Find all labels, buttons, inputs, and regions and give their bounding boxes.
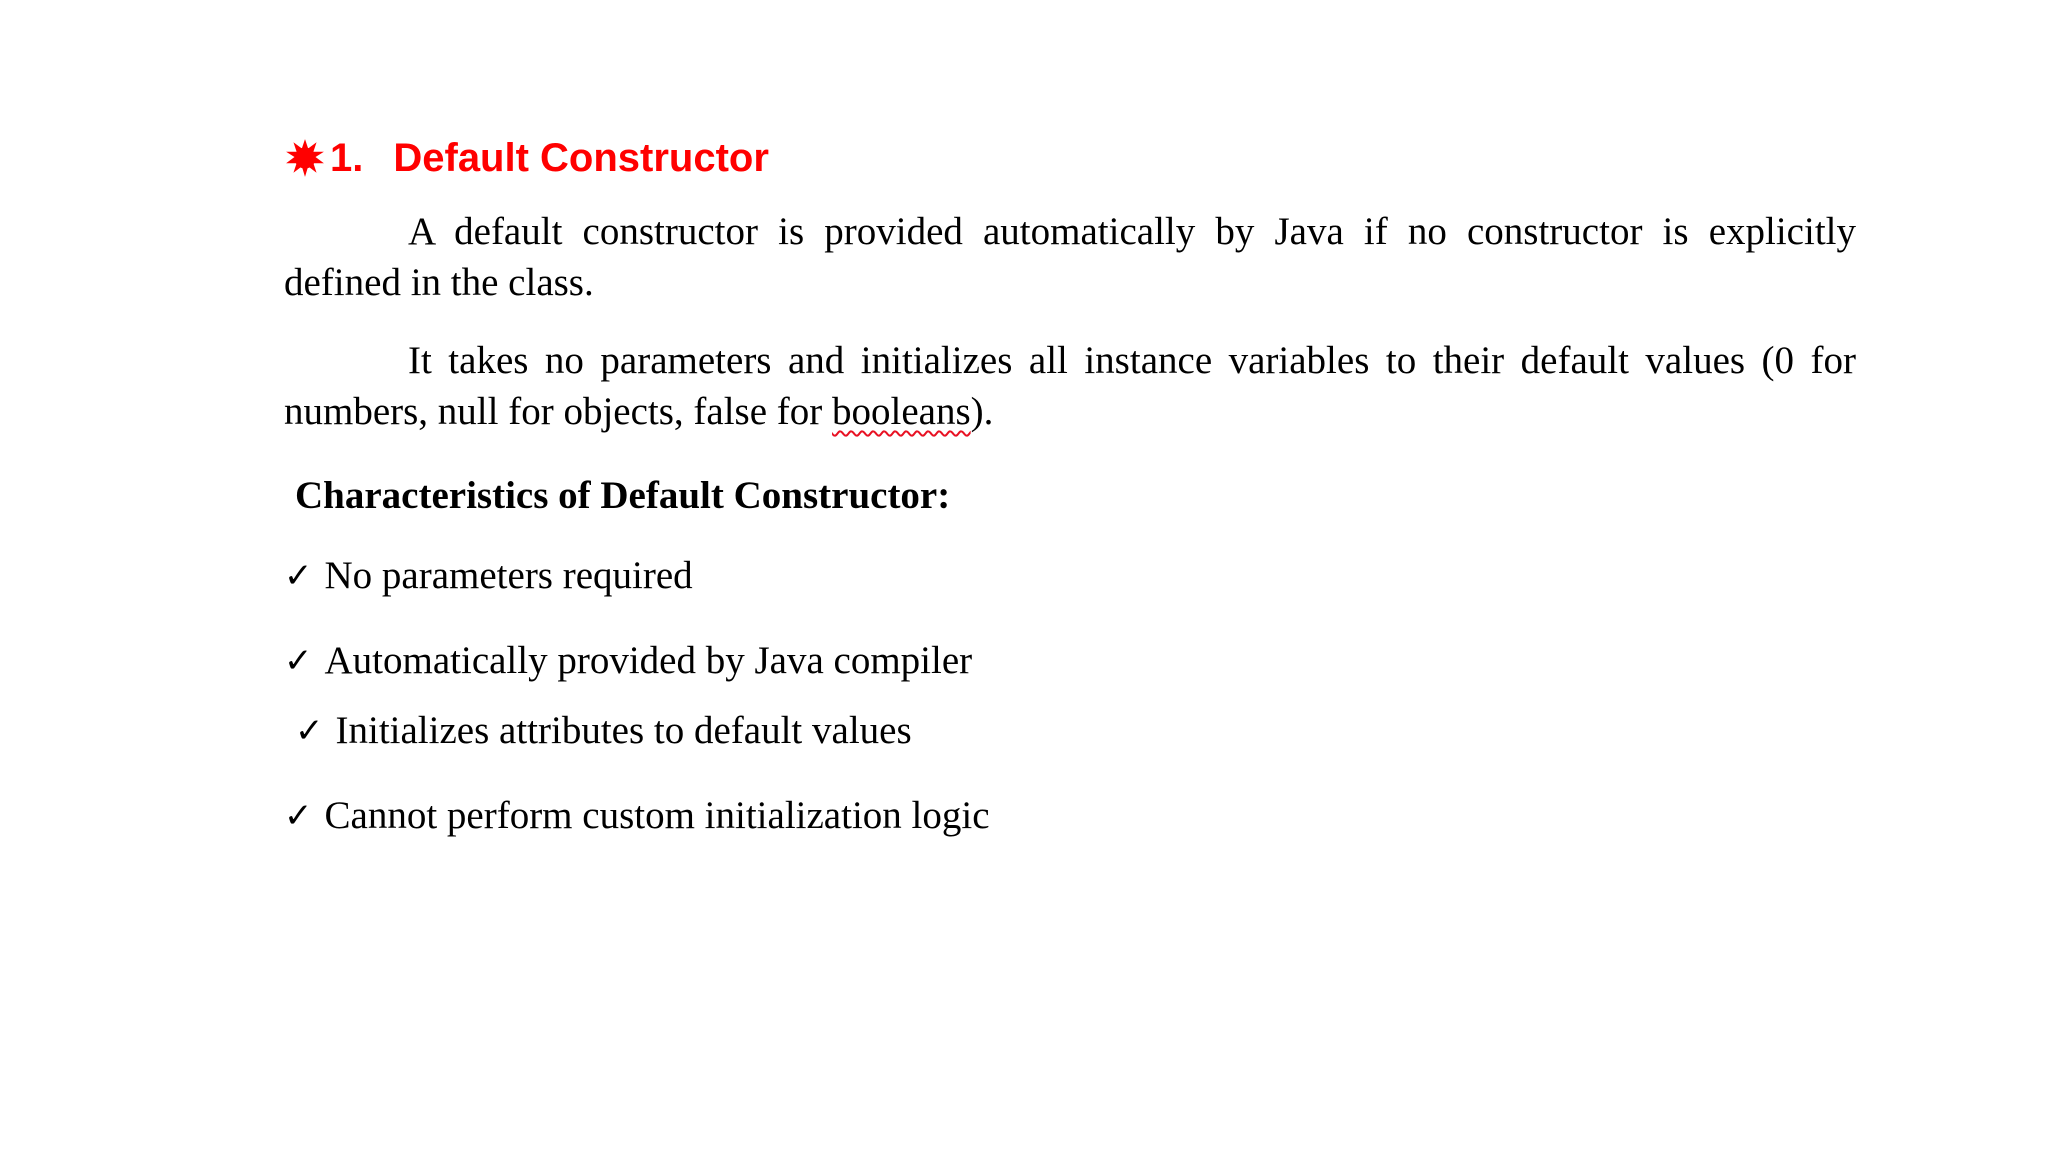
- list-item: [284, 705, 1856, 757]
- check-mark-icon: ✓: [295, 711, 324, 751]
- heading-number: 1.: [330, 135, 364, 180]
- list-item-text: Automatically provided by Java compiler: [324, 639, 973, 682]
- paragraph-definition: [284, 206, 1856, 308]
- check-mark-icon: ✓: [284, 641, 313, 681]
- list-item-text: No parameters required: [324, 554, 693, 597]
- check-mark-icon: ✓: [284, 556, 313, 596]
- section-heading: [284, 128, 1856, 188]
- list-item: [284, 790, 1856, 842]
- paragraph-parameters-text: It takes no parameters and initializes all instance variables to their default values (0 for numbers, null for objects, false for: [284, 339, 1856, 433]
- characteristics-list: [284, 550, 1856, 842]
- spellcheck-flagged-word[interactable]: booleans: [832, 390, 971, 433]
- paragraph-parameters-end: ).: [970, 390, 994, 433]
- list-item-text: Initializes attributes to default values: [335, 709, 912, 752]
- paragraph-parameters: [284, 335, 1856, 437]
- list-item: [284, 635, 1856, 687]
- splat-bullet-icon: [284, 137, 326, 179]
- characteristics-heading: Characteristics of Default Constructor:: [295, 474, 951, 517]
- document-body: [284, 128, 1856, 875]
- paragraph-definition-text: A default constructor is provided automatically by Java if no constructor is explicitly defined in the class.: [284, 210, 1856, 304]
- check-mark-icon: ✓: [284, 796, 313, 836]
- heading-title: Default Constructor: [393, 135, 769, 180]
- list-item-text: Cannot perform custom initialization logic: [324, 794, 990, 837]
- list-item: [284, 550, 1856, 602]
